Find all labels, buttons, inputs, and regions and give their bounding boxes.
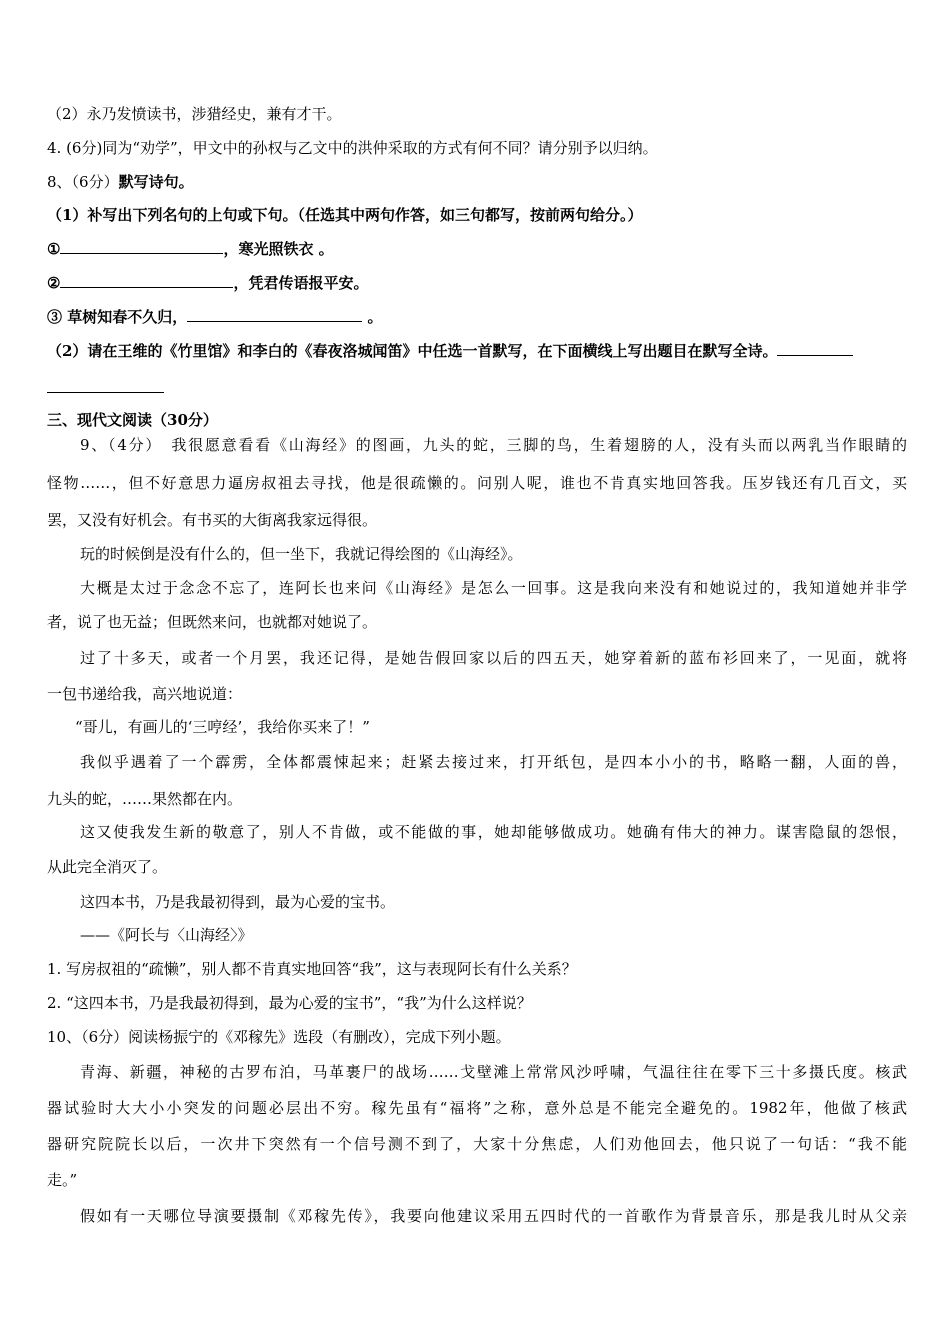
passage-line: “哥儿，有画儿的‘三哼经’，我给你买来了！”	[75, 718, 370, 736]
question-4: 4. (6分)同为“劝学”，甲文中的孙权与乙文中的洪仲采取的方式有何不同？请分别予以归纳。	[47, 139, 658, 157]
section-3-heading: 三、现代文阅读（30分）	[47, 411, 218, 429]
blank-line[interactable]	[777, 341, 853, 356]
passage-line: 9、（4分） 我很愿意看看《山海经》的图画，九头的蛇，三脚的鸟，生着翅膀的人，没有头而以两乳当作眼睛的	[80, 436, 907, 454]
fill-blank-2: ② ，凭君传语报平安。	[47, 274, 369, 292]
passage-line: 器试验时大大小小突发的问题必层出不穷。稼先虽有“福将”之称，意外总是不能完全避免的。1982年，他做了核武	[47, 1099, 907, 1117]
question-9-1: 1. 写房叔祖的“疏懒”，别人都不肯真实地回答“我”，这与表现阿长有什么关系？	[47, 960, 577, 978]
fill-blank-3: ③ 草树知春不久归， 。	[47, 308, 383, 326]
passage-line: 我似乎遇着了一个霹雳，全体都震悚起来；赶紧去接过来，打开纸包，是四本小小的书，略略一翻，人面的兽，	[80, 753, 907, 771]
passage-source: ——《阿长与〈山海经〉》	[80, 926, 253, 944]
passage-line: 这又使我发生新的敬意了，别人不肯做，或不能做的事，她却能够做成功。她确有伟大的神力。谋害隐鼠的怨恨，	[80, 823, 907, 841]
question-8-heading	[47, 172, 907, 192]
passage-line: 假如有一天哪位导演要摄制《邓稼先传》，我要向他建议采用五四时代的一首歌作为背景音乐，那是我儿时从父亲	[80, 1207, 907, 1225]
passage-line: 从此完全消灭了。	[47, 858, 168, 876]
answer-line-2: （2）永乃发愤读书，涉猎经史，兼有才干。	[47, 105, 342, 123]
question-9-2: 2. “这四本书，乃是我最初得到，最为心爱的宝书”，“我”为什么这样说？	[47, 994, 532, 1012]
passage-line: 这四本书，乃是我最初得到，最为心爱的宝书。	[80, 893, 396, 911]
passage-line: 走。”	[47, 1171, 78, 1189]
passage-line: 罢，又没有好机会。有书买的大街离我家远得很。	[47, 511, 378, 529]
blank-line[interactable]	[187, 307, 362, 322]
passage-line: 大概是太过于念念不忘了，连阿长也来问《山海经》是怎么一回事。这是我向来没有和她说过的，我知道她并非学	[80, 579, 907, 597]
passage-line: 者，说了也无益；但既然来问，也就都对她说了。	[47, 613, 378, 631]
blank-line-continued[interactable]	[47, 392, 164, 393]
passage-line: 过了十多天，或者一个月罢，我还记得，是她告假回家以后的四五天，她穿着新的蓝布衫回来了，一见面，就将	[80, 649, 907, 667]
blank-line[interactable]	[60, 273, 233, 288]
passage-line: 青海、新疆，神秘的古罗布泊，马革裹尸的战场……戈壁滩上常常风沙呼啸，气温往往在零下三十多摄氏度。核武	[80, 1063, 907, 1081]
question-10: 10、（6分）阅读杨振宁的《邓稼先》选段（有删改），完成下列小题。	[47, 1028, 511, 1046]
passage-line: 九头的蛇，……果然都在内。	[47, 790, 243, 808]
passage-line: 怪物……，但不好意思力逼房叔祖去寻找，他是很疏懒的。问别人呢，谁也不肯真实地回答我。压岁钱还有几百文，买	[47, 474, 907, 492]
question-8-title: 默写诗句。	[118, 173, 194, 191]
question-8-number: 8、（6分）	[47, 173, 119, 191]
question-8-part-2: （2）请在王维的《竹里馆》和李白的《春夜洛城闻笛》中任选一首默写，在下面横线上写出题目在默写全诗。	[47, 341, 907, 361]
passage-line: 玩的时候倒是没有什么的，但一坐下，我就记得绘图的《山海经》。	[80, 545, 523, 563]
passage-line: 一包书递给我，高兴地说道：	[47, 685, 243, 703]
question-8-part-1: （1）补写出下列名句的上句或下句。（任选其中两句作答，如三句都写，按前两句给分。）	[47, 206, 643, 224]
blank-line[interactable]	[60, 239, 223, 254]
passage-line: 器研究院院长以后，一次井下突然有一个信号测不到了，大家十分焦虑，人们劝他回去，他只说了一句话：“我不能	[47, 1135, 907, 1153]
fill-blank-1: ① ，寒光照铁衣 。	[47, 240, 334, 258]
